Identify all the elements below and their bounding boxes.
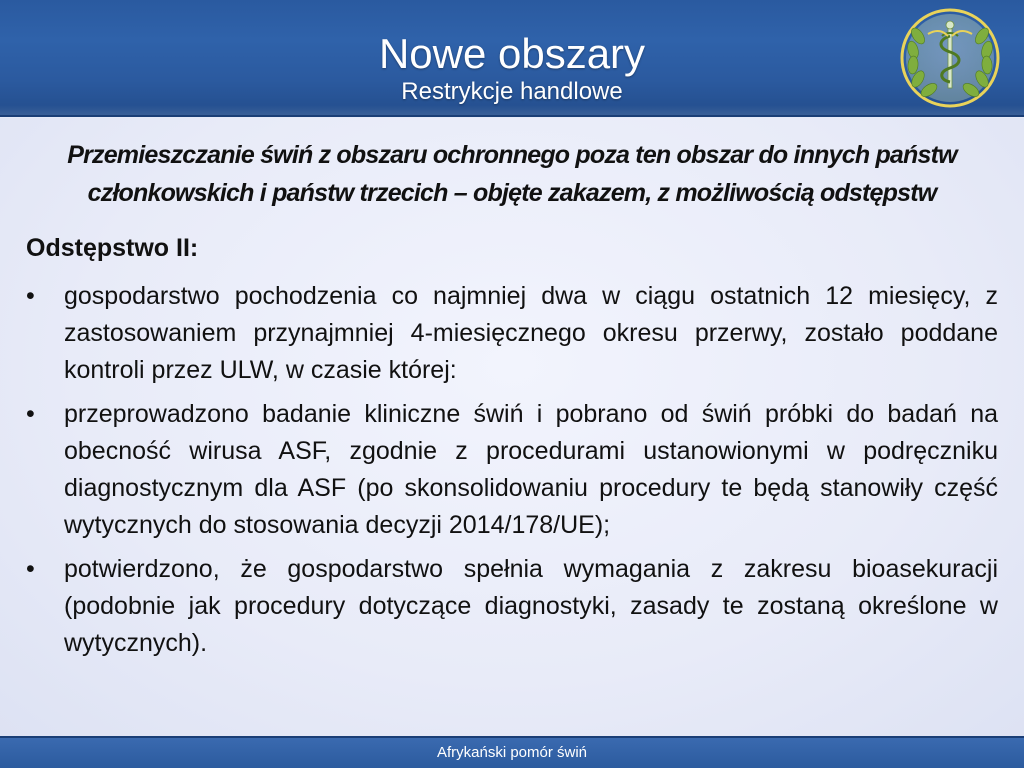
bullet-item bbox=[26, 396, 998, 544]
bullet-marker: • bbox=[26, 282, 35, 310]
slide-header bbox=[0, 0, 1024, 117]
bullet-item bbox=[26, 278, 998, 389]
slide-heading: Przemieszczanie świń z obszaru ochronnego poza ten obszar do innych państw członkowskich i państw trzecich – objęte zakazem, z możliwością odstępstw bbox=[67, 141, 957, 207]
bullet-text: przeprowadzono badanie kliniczne świń i pobrano od świń próbki do badań na obecność wirusa ASF, zgodnie z procedurami ustanowionymi w podręczniku diagnostycznym dla ASF (po skonsolidowaniu procedury te będą stanowiły część wytycznych do stosowania decyzji 2014/178/UE); bbox=[64, 400, 998, 539]
bullet-text: gospodarstwo pochodzenia co najmniej dwa w ciągu ostatnich 12 miesięcy, z zastosowaniem przynajmniej 4-miesięcznego okresu przerwy, zostało poddane kontroli przez ULW, w czasie której: bbox=[64, 282, 998, 384]
bullet-text: potwierdzono, że gospodarstwo spełnia wymagania z zakresu bioasekuracji (podobnie jak procedury dotyczące diagnostyki, zasady te zostaną określone w wytycznych). bbox=[64, 555, 998, 657]
slide-title: Nowe obszary bbox=[378, 30, 646, 77]
section-title: Odstępstwo II: bbox=[26, 234, 199, 262]
slide-content bbox=[0, 118, 1024, 736]
bullet-marker: • bbox=[26, 555, 35, 583]
slide-subtitle: Restrykcje handlowe bbox=[401, 78, 623, 105]
slide-footer: Afrykański pomór świń bbox=[0, 736, 1024, 768]
bullet-marker: • bbox=[26, 400, 35, 428]
bullet-list bbox=[26, 278, 998, 669]
caduceus-laurel-emblem-icon bbox=[898, 6, 1002, 110]
bullet-item bbox=[26, 551, 998, 662]
